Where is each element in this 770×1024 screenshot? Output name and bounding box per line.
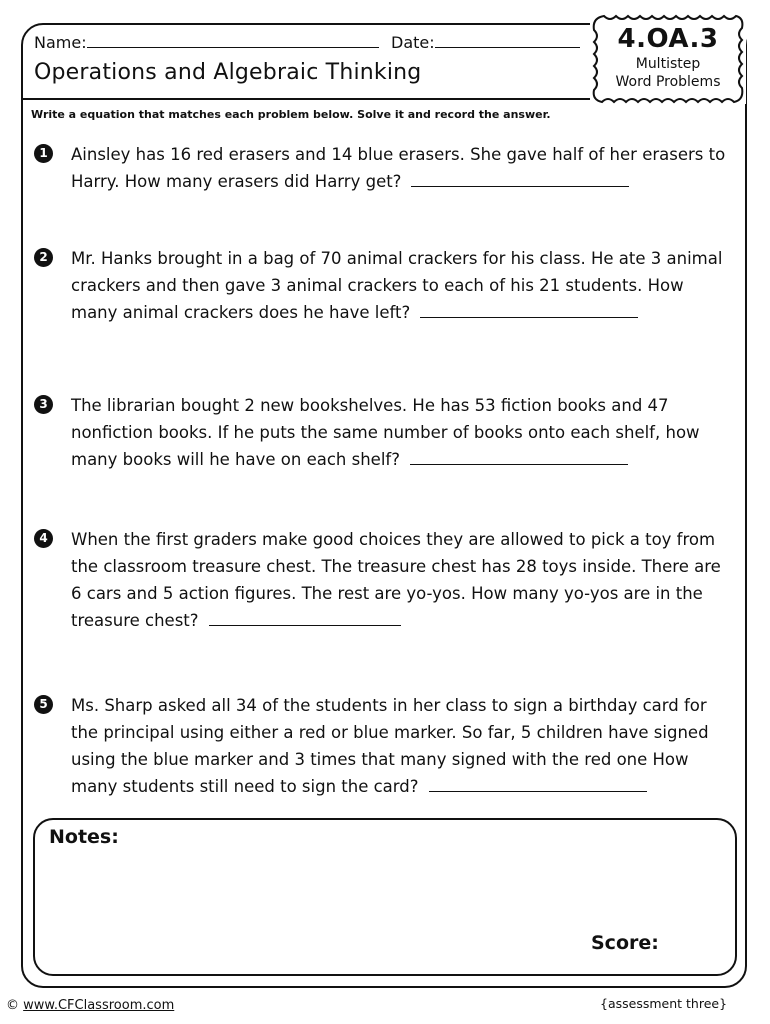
problem-number-badge: 5 (34, 695, 53, 714)
notes-label: Notes: (49, 826, 119, 848)
score-label: Score: (591, 932, 659, 954)
answer-blank[interactable] (209, 609, 401, 626)
problem-number-badge: 2 (34, 248, 53, 267)
instructions: Write a equation that matches each problem below. Solve it and record the answer. (31, 108, 551, 121)
name-label: Name: (34, 33, 87, 52)
problem-number-badge: 4 (34, 529, 53, 548)
page-title: Operations and Algebraic Thinking (34, 60, 422, 85)
problem-number-badge: 3 (34, 395, 53, 414)
name-field[interactable] (34, 33, 379, 52)
badge-subtitle-2: Word Problems (615, 74, 721, 90)
answer-blank[interactable] (411, 170, 629, 187)
assessment-label: {assessment three} (600, 996, 728, 1011)
name-blank[interactable] (87, 33, 379, 48)
footer-copyright (6, 998, 174, 1013)
date-blank[interactable] (435, 33, 580, 48)
problem-text: Ainsley has 16 red erasers and 14 blue erasers. She gave half of her erasers to Harry. How many erasers did Harry get? (71, 145, 726, 191)
problem-number-badge: 1 (34, 144, 53, 163)
answer-blank[interactable] (429, 775, 647, 792)
standard-badge (590, 14, 746, 104)
problem-text: Ms. Sharp asked all 34 of the students in her class to sign a birthday card for the principal using either a red or blue marker. So far, 5 children have signed using the blue marker and 3 times that many signed with the red one How many students still need to sign the card? (71, 696, 709, 796)
badge-subtitle-1: Multistep (635, 56, 701, 72)
problem-text: Mr. Hanks brought in a bag of 70 animal crackers for his class. He ate 3 animal crackers and then gave 3 animal crackers to each of his 21 students. How many animal crackers does he have left? (71, 249, 723, 322)
answer-blank[interactable] (410, 448, 628, 465)
notes-box[interactable] (33, 818, 737, 976)
problem-text: The librarian bought 2 new bookshelves. He has 53 fiction books and 47 nonfiction books. If he puts the same number of books onto each shelf, how many books will he have on each shelf? (71, 396, 700, 469)
answer-blank[interactable] (420, 301, 638, 318)
date-field[interactable] (391, 33, 580, 52)
problem-text: When the first graders make good choices they are allowed to pick a toy from the classroom treasure chest. The treasure chest has 28 toys inside. There are 6 cars and 5 action figures. The rest are yo-yos. How many yo-yos are in the treasure chest? (71, 530, 721, 630)
date-label: Date: (391, 33, 435, 52)
standard-code: 4.OA.3 (617, 24, 719, 54)
site-link[interactable]: www.CFClassroom.com (23, 998, 175, 1013)
copyright-icon: © (6, 998, 19, 1013)
